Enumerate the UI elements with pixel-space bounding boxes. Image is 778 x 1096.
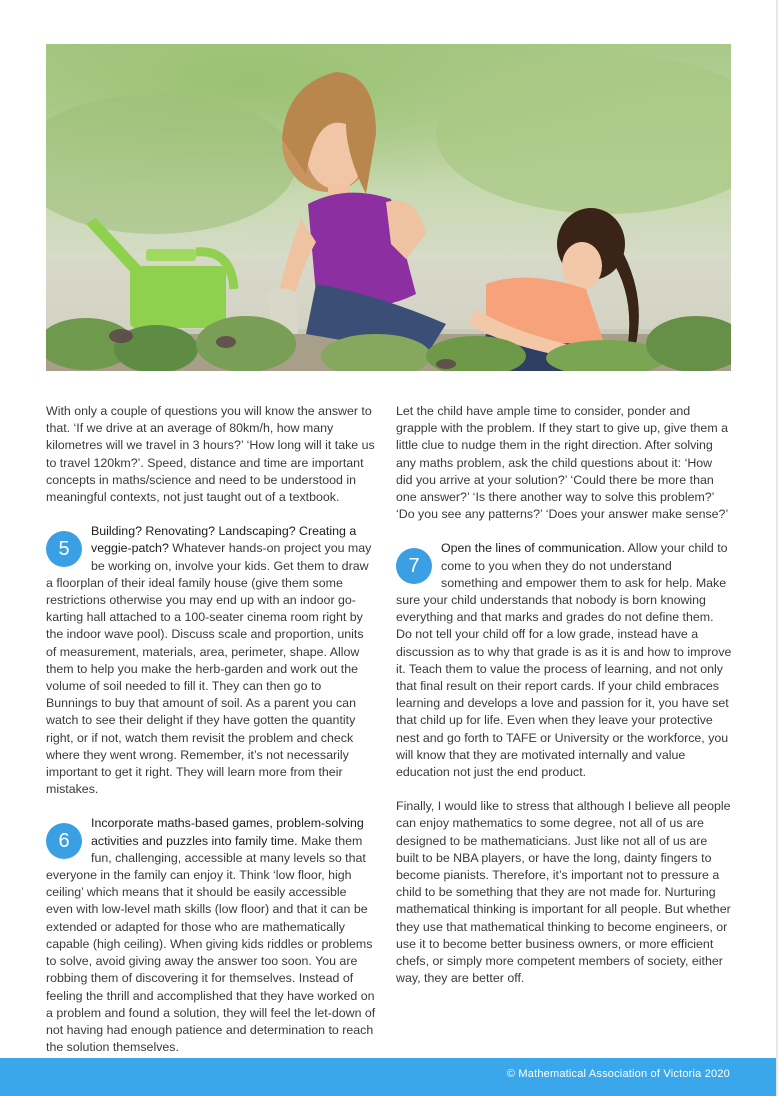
tip-5-heading: Building? Renovating? Landscaping? Creating a veggie-patch? bbox=[91, 524, 357, 556]
problem-solving-paragraph: Let the child have ample time to consider, ponder and grapple with the problem. If they start to give up, give them a little clue to nudge them in the right direction. After solving any maths problem, ask the child questions about it: ‘How did you arrive at your solution?’ ‘Could there be more than one answer?’ ‘Is there another way to solve this problem?’ ‘Do you see any patterns?’ ‘Does your answer make sense?’ bbox=[396, 404, 729, 522]
number-badge-5: 5 bbox=[46, 531, 82, 567]
tip-7 bbox=[396, 540, 732, 781]
footer-bar bbox=[0, 1058, 776, 1096]
copyright-notice: © Mathematical Association of Victoria 2020 bbox=[506, 1068, 730, 1080]
right-column bbox=[396, 403, 732, 1005]
tip-7-body: Allow your child to come to you when they do not understand something and empower them to ask for help. Make sure your child understands that nobody is born knowing everything and that marks and grades do not define them. Do not tell your child off for a low grade, instead have a discussion as to why that grade is as it is and how to improve it. Teach them to value the process of learning, and not only that final result on their report cards. If your child embraces learning and develops a love and passion for it, you have set that child up for life. Even when they leave your protective nest and go forth to TAFE or University or the workforce, you will know that they are motivated internally and value education not just the end product. bbox=[396, 541, 732, 780]
tip-6 bbox=[46, 815, 376, 1056]
number-badge-6: 6 bbox=[46, 823, 82, 859]
tip-6-body: Make them fun, challenging, accessible at many levels so that everyone in the family can enjoy it. Think ‘low floor, high ceiling’ which means that it should be easily accessible even with low-level math skills (low floor) and that it can be extended or adapted for those who are mathematically capable (high ceiling). When giving kids riddles or problems to solve, avoid giving away the answer too soon. You are robbing them of discovering it for themselves. Instead of feeling the thrill and accomplished that they have worked on a problem and found a solution, they will feel the let-down of not having had enough patience and determination to reach the solution themselves. bbox=[46, 833, 376, 1055]
gardening-photo-illustration bbox=[46, 44, 731, 371]
tip-6-heading: Incorporate maths-based games, problem-solving activities and puzzles into family time. bbox=[91, 816, 364, 848]
tip-7-heading: Open the lines of communication. bbox=[441, 541, 625, 556]
closing-paragraph: Finally, I would like to stress that although I believe all people can enjoy mathematics to some degree, not all of us are designed to be mathematicians. Just like not all of us are built to be NBA players, or have the long, dainty fingers to become pianists. Therefore, it’s important not to pressure a child to be something that they are not made for. Nurturing mathematical thinking is important for all people. But whether they use that mathematical thinking to become engineers, or use it to become better business owners, or more efficient chefs, or simply more competent members of society, either way, they are better off. bbox=[396, 799, 731, 986]
intro-paragraph: With only a couple of questions you will know the answer to that. ‘If we drive at an average of 80km/h, how many kilometres will we travel in 3 hours?’ ‘How long will it take us to travel 120km?’. Speed, distance and time are important concepts in maths/science and need to be understood in meaningful contexts, not just taught out of a textbook. bbox=[46, 404, 375, 505]
tip-5-body: Whatever hands-on project you may be working on, involve your kids. Get them to draw a floorplan of their ideal family house (give them some restrictions otherwise you may end up with an indoor go-karting hall attached to a 100-seater cinema room right by the indoor wave pool). Discuss scale and proportion, units of measurement, materials, area, perimeter, shape. Allow them to help you make the herb-garden and work out the volume of soil needed to fill it. They can then go to Bunnings to buy that amount of soil. As a parent you can watch to see their delight if they have gotten the quantity right, or if not, watch them revisit the problem and check where they went wrong. Remember, it’s not necessarily important to get it right. They will learn more from their mistakes. bbox=[46, 541, 372, 797]
hero-photo bbox=[46, 44, 731, 371]
tip-5 bbox=[46, 523, 376, 798]
number-badge-7: 7 bbox=[396, 548, 432, 584]
left-column bbox=[46, 403, 376, 1073]
